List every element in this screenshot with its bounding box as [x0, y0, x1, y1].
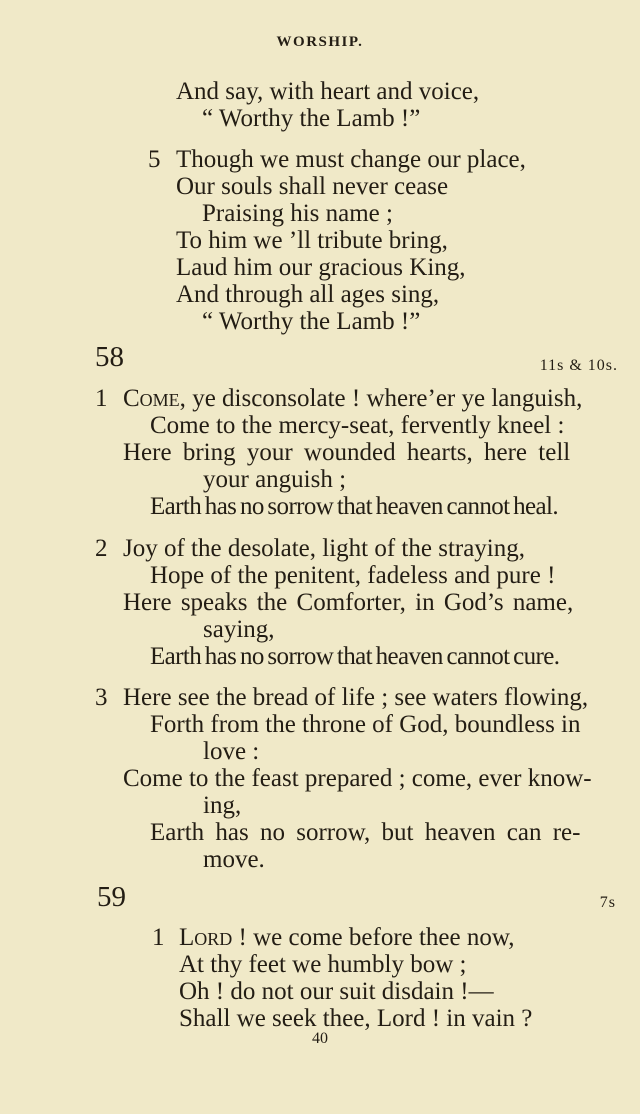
verse-line: Come to the mercy-seat, fervently kneel : [150, 412, 565, 439]
verse-line: Though we must change our place, [176, 146, 526, 173]
verse-line: Forth from the throne of God, boundless in [150, 711, 581, 738]
hymn-meter: 11s & 10s. [539, 357, 618, 374]
verse-line: Praising his name ; [202, 200, 393, 227]
verse-line: “ Worthy the Lamb !” [202, 105, 421, 132]
verse-number: 5 [148, 146, 161, 173]
page-number: 40 [312, 1030, 328, 1047]
verse-line: To him we ’ll tribute bring, [176, 227, 448, 254]
verse-number: 1 [152, 924, 165, 951]
verse-line: Joy of the desolate, light of the straying, [123, 535, 526, 562]
verse-line: Earth has no sorrow, but heaven can re- [150, 819, 581, 846]
verse-first-word: Come, [123, 385, 186, 412]
verse-line: move. [203, 846, 265, 873]
verse-line: At thy feet we humbly bow ; [179, 951, 467, 978]
verse-line: Here bring your wounded hearts, here tell [123, 439, 571, 466]
verse-line: ing, [203, 792, 242, 819]
verse-line: Earth has no sorrow that heaven cannot cure. [150, 643, 560, 670]
verse-line: Come to the feast prepared ; come, ever know- [123, 765, 592, 792]
hymn-meter: 7s [599, 894, 616, 911]
verse-number: 2 [95, 535, 108, 562]
verse-line: Here speaks the Comforter, in God’s name, [123, 589, 574, 616]
verse-line: Oh ! do not our suit disdain !— [179, 978, 494, 1005]
verse-line: Earth has no sorrow that heaven cannot heal. [150, 493, 559, 520]
verse-line: Here see the bread of life ; see waters flowing, [123, 684, 589, 711]
verse-first-rest: ye disconsolate ! where’er ye languish, [185, 385, 583, 412]
verse-line: love : [203, 738, 260, 765]
verse-first-line [179, 924, 515, 952]
verse-line: Our souls shall never cease [176, 173, 449, 200]
verse-first-rest: ! we come before thee now, [232, 924, 515, 951]
verse-line: your anguish ; [203, 466, 347, 493]
verse-number: 3 [95, 684, 108, 711]
verse-line: “ Worthy the Lamb !” [202, 308, 421, 335]
hymn-number: 58 [95, 341, 124, 373]
verse-number: 1 [95, 385, 108, 412]
verse-line: And say, with heart and voice, [176, 78, 480, 105]
verse-line: saying, [203, 616, 275, 643]
hymn-number: 59 [97, 881, 126, 913]
verse-line: Shall we seek thee, Lord ! in vain ? [179, 1005, 533, 1032]
verse-first-word: Lord [179, 924, 233, 951]
verse-line: Laud him our gracious King, [176, 254, 466, 281]
verse-line: Hope of the penitent, fadeless and pure ! [150, 562, 556, 589]
verse-line: And through all ages sing, [176, 281, 440, 308]
running-header: WORSHIP. [276, 34, 364, 50]
verse-first-line [123, 385, 582, 413]
